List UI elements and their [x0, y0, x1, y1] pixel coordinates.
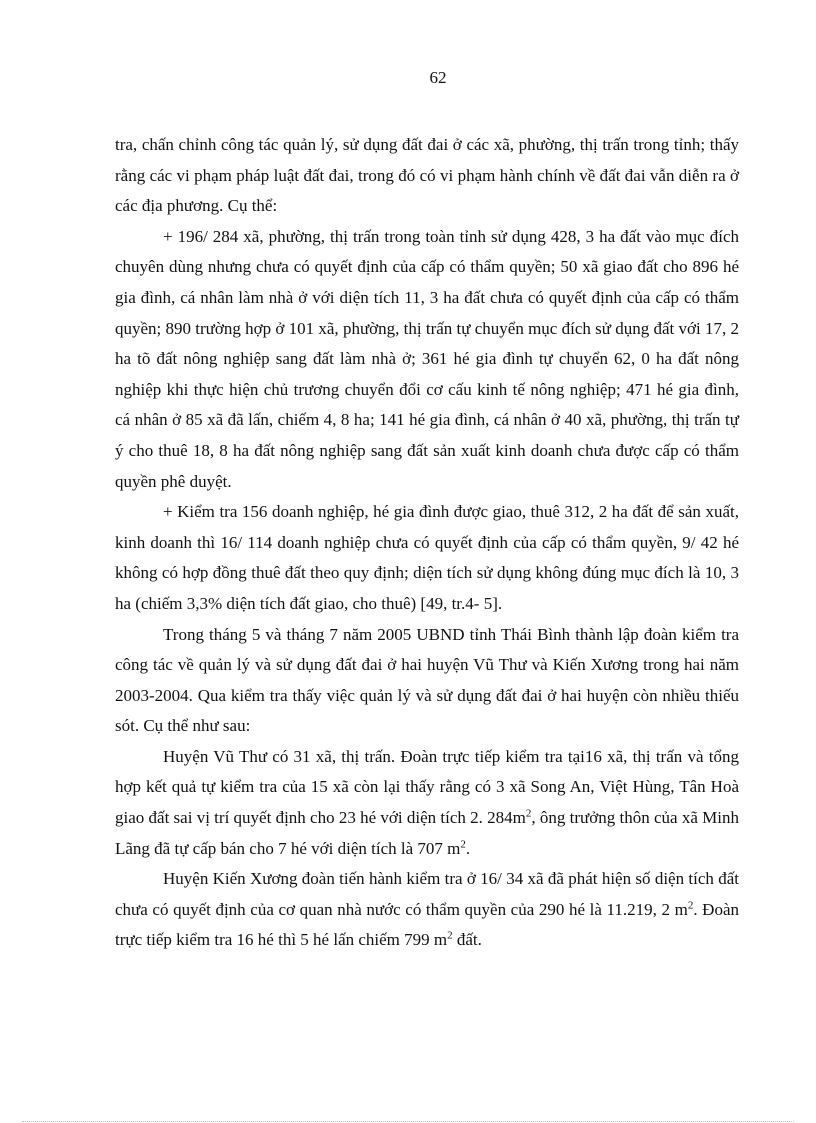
kien-xuong-text-c: đất. [452, 930, 482, 950]
paragraph-enterprise-inspection: + Kiểm tra 156 doanh nghiệp, hé gia đình được giao, thuê 312, 2 ha đất để sản xuất, kinh doanh thì 16/ 114 doanh nghiệp chưa có quyết định của cấp có thẩm quyền, 9/ 42 hé không có hợp đồng thuê đất theo quy định; diện tích sử dụng không đúng mục đích là 10, 3 ha (chiếm 3,3% diện tích đất giao, cho thuê) [49, tr.4- 5]. [115, 502, 739, 613]
paragraph-inspection-team: Trong tháng 5 và tháng 7 năm 2005 UBND tỉnh Thái Bình thành lập đoàn kiểm tra công tác về quản lý và sử dụng đất đai ở hai huyện Vũ Thư và Kiến Xương trong hai năm 2003-2004. Qua kiểm tra thấy việc quản lý và sử dụng đất đai ở hai huyện còn nhiều thiếu sót. Cụ thể như sau: [115, 624, 739, 736]
superscript: 2 [460, 838, 466, 850]
paragraph-violations-communes: + 196/ 284 xã, phường, thị trấn trong toàn tỉnh sử dụng 428, 3 ha đất vào mục đích chuyên dùng nhưng chưa có quyết định của cấp có thẩm quyền; 50 xã giao đất cho 896 hé gia đình, cá nhân làm nhà ở với diện tích 11, 3 ha đất chưa có quyết định của cấp có thẩm quyền; 890 trường hợp ở 101 xã, phường, thị trấn tự chuyển mục đích sử dụng đất với 17, 2 ha tõ đất nông nghiệp sang đất làm nhà ở; 361 hé gia đình tự chuyển 62, 0 ha đất nông nghiệp khi thực hiện chủ trương chuyển đổi cơ cấu kinh tế nông nghiệp; 471 hé gia đình, cá nhân ở 85 xã đã lấn, chiếm 4, 8 ha; 141 hé gia đình, cá nhân ở 40 xã, phường, thị trấn tự ý cho thuê 18, 8 ha đất nông nghiệp sang đất sản xuất kinh doanh chưa được cấp có thẩm quyền phê duyệt. [115, 226, 739, 491]
paragraph-vu-thu [115, 742, 739, 864]
superscript: 2 [525, 807, 532, 820]
vu-thu-text-b: , ông trưởng thôn của xã Minh Lãng đã tự cấp bán cho 7 hé với diện tích là 707 m [115, 808, 739, 858]
page-bottom-divider [22, 1121, 794, 1122]
vu-thu-text-c: . [465, 838, 471, 858]
page-number: 62 [429, 68, 447, 87]
paragraph-kien-xuong [115, 864, 739, 956]
superscript: 2 [687, 899, 694, 912]
document-body [115, 130, 739, 956]
vu-thu-text-a: Huyện Vũ Thư có 31 xã, thị trấn. Đoàn trực tiếp kiểm tra tại16 xã, thị trấn và tổng hợp kết quả tự kiểm tra của 15 xã còn lại thấy rằng có 3 xã Song An, Việt Hùng, Tân Hoà giao đất sai vị trí quyết định cho 23 hé với diện tích 2. 284m [115, 746, 739, 828]
kien-xuong-text-a: Huyện Kiến Xương đoàn tiến hành kiểm tra ở 16/ 34 xã đã phát hiện số diện tích đất chưa có quyết định của cơ quan nhà nước có thẩm quyền của 290 hé là 11.219, 2 m [115, 869, 739, 919]
superscript: 2 [447, 929, 453, 942]
kien-xuong-text-b: . Đoàn trực tiếp kiểm tra 16 hé thì 5 hé lấn chiếm 799 m [115, 899, 739, 950]
paragraph-continuation: tra, chấn chỉnh công tác quản lý, sử dụng đất đai ở các xã, phường, thị trấn trong tỉnh; thấy rằng các vi phạm pháp luật đất đai, trong đó có vi phạm hành chính về đất đai vẫn diễn ra ở các địa phương. Cụ thể: [115, 135, 739, 216]
